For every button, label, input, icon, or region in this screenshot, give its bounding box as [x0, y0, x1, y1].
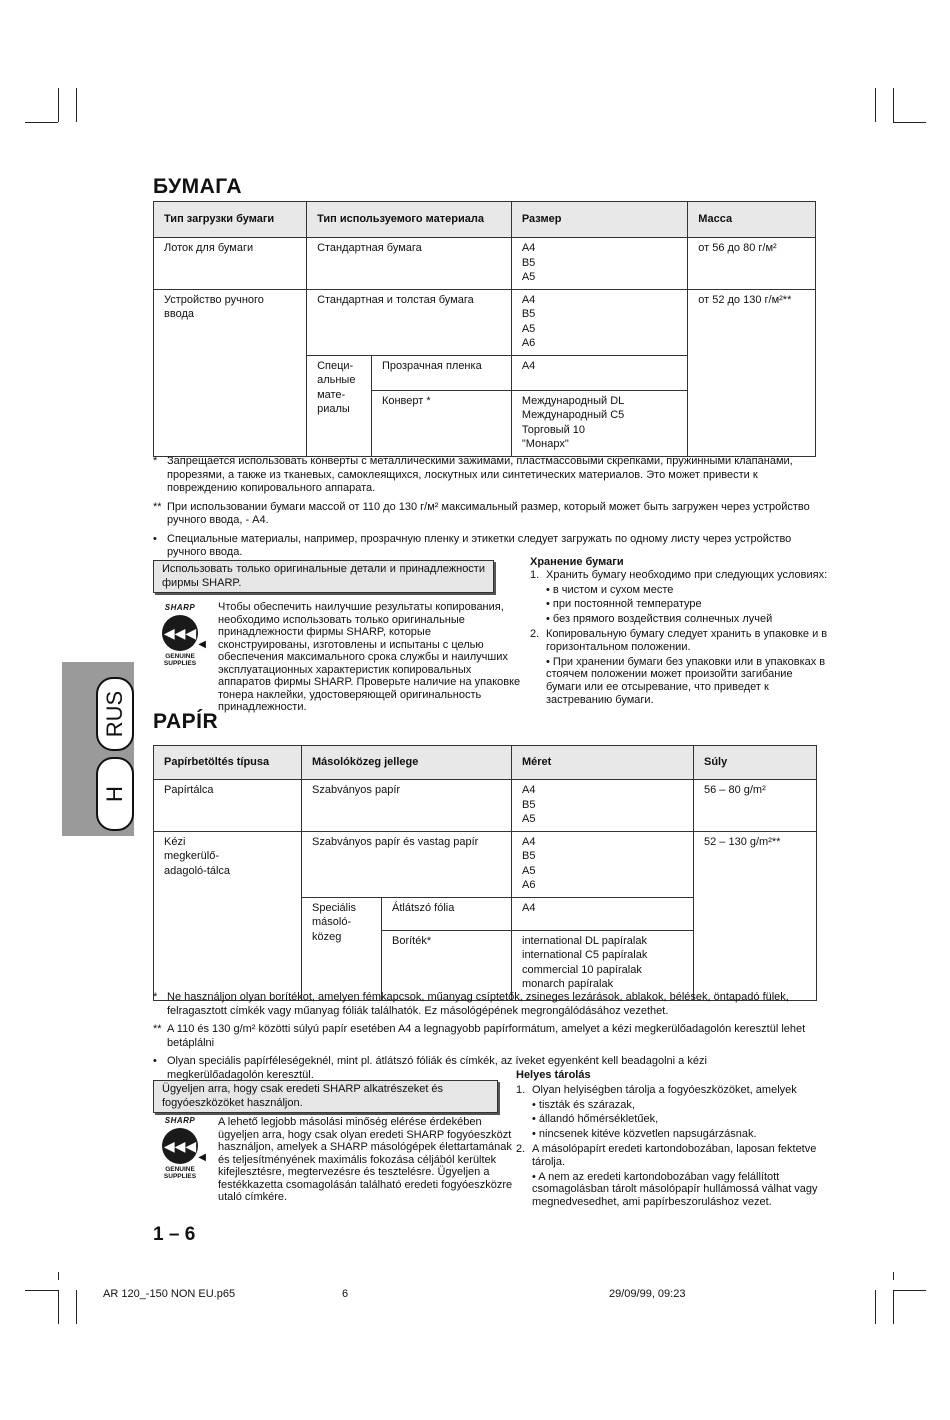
section-title-ru: БУМАГА — [153, 175, 243, 198]
storage-ru: Хранение бумаги 1. Хранить бумагу необходимо при следующих условиях: • в чистом и сухом месте • при постоянной температуре • без прямого воздействия солнечных лучей 2. Копировальную бумагу следует хранить в упаковке и в горизонтальном положении. • При хранении бумаги без упаковки или в упаковках в стоячем положении может произойти загибание бумаги или ее отсыревание, что приведет к застреванию бумаги. — [530, 556, 828, 706]
footer-date: 29/09/99, 09:23 — [609, 1288, 686, 1300]
crop-mark — [58, 88, 59, 122]
table-cell: Szabványos papír — [302, 780, 512, 832]
col-header: Тип используемого материала — [307, 202, 512, 238]
table-cell: от 56 до 80 г/м² — [688, 238, 816, 290]
table-cell: Стандартная и толстая бумага — [307, 289, 512, 355]
crop-mark — [25, 122, 58, 123]
table-cell: Papírtálca — [154, 780, 302, 832]
table-cell: Speciális másoló- közeg — [302, 897, 382, 1000]
section-title-hu: PAPÍR — [153, 710, 219, 733]
footer-filename: AR 120_-150 NON EU.p65 — [103, 1288, 236, 1300]
crop-mark — [893, 122, 926, 123]
storage-hu: Helyes tárolás 1. Olyan helyiségben tárolja a fogyóeszközöket, amelyek • tiszták és szárazak, • állandó hőmérsékletűek, • nincsenek kitéve közvetlen napsugárzásnak. 2. A másolópapírt eredeti kartondobozában, laposan fektetve tárolja. • A nem az eredeti kartondobozában vagy felállított csomagolásban tárolt másolópapír hullámossá válhat vagy megnedvesedhet, ami papírbeszoruláshoz vezet. — [516, 1069, 818, 1209]
table-cell: A4 B5 A5 A6 — [511, 289, 687, 355]
crop-mark — [893, 1290, 894, 1324]
crop-mark — [875, 88, 876, 122]
crop-mark — [875, 1290, 876, 1324]
crop-mark — [25, 1290, 58, 1291]
col-header: Súly — [694, 746, 817, 780]
supplies-text-ru: Чтобы обеспечить наилучшие результаты копирования, необходимо использовать только оригинальные принадлежности фирмы SHARP, которые сконструированы, изготовлены и испытаны с целью обеспечения максимального срока службы и наилучших эксплуатационных характеристик копировальных аппаратов фирмы SHARP. Проверьте наличие на упаковке тонера наклейки, удостоверяющей оригинальность принадлежности. — [218, 601, 521, 713]
col-header: Méret — [512, 746, 694, 780]
table-cell: 56 – 80 g/m² — [694, 780, 817, 832]
supplies-text-hu: A lehető legjobb másolási minőség elérése érdekében ügyeljen arra, hogy csak olyan eredeti SHARP fogyóeszközt használjon, amelyek a SHARP másológépek élettartamának és teljesítményének maximális fokozása céljából kerültek kifejlesztésre, megtervezésre és tesztelésre. Ügyeljen a festékkazetta csomagolásán található eredeti fogyóeszközre utaló címkére. — [218, 1116, 513, 1203]
col-header: Papírbetöltés típusa — [154, 746, 302, 780]
page-number: 1 – 6 — [153, 1224, 196, 1245]
paper-table-ru — [153, 201, 816, 457]
notes-ru: * Запрещается использовать конверты с металлическими зажимами, пластмассовыми скрепками, пружинными клапанами, прорезями, а также из тканевых, самоклеящихся, лоскутных или синтетических материалов. Это может привести к повреждению копировального аппарата. ** При использовании бумаги массой от 110 до 130 г/м² максимальный размер, который может быть загружен через устройство ручного ввода, - A4. • Специальные материалы, например, прозрачную пленку и этикетки следует загружать по одному листу через устройство ручного ввода. — [153, 455, 810, 558]
crop-mark — [76, 88, 77, 122]
table-cell: Szabványos papír és vastag papír — [302, 831, 512, 897]
notes-hu: * Ne használjon olyan borítékot, amelyen fémkapcsok, műanyag csíptetők, zsineges lezárások, ablakok, bélések, öntapadó fülek, felragasztott címkék vagy műanyag fóliák találhatók. Ez másológépének megrongálódásához vezethet. ** A 110 és 130 g/m² közötti súlyú papír esetében A4 a legnagyobb papírformátum, amelyet a kézi megkerülőadagolón keresztül lehet betáplálni • Olyan speciális papírféleségeknél, mint pl. átlátszó fóliák és címkék, az íveket egyenként kell beadagolni a kézi megkerülőadagolón keresztül. — [153, 991, 806, 1081]
crop-mark — [893, 1290, 926, 1291]
col-header: Másolóközeg jellege — [302, 746, 512, 780]
table-cell: Стандартная бумага — [307, 238, 512, 290]
sharp-genuine-supplies-logo: SHARP ◀◀◀ ◀ GENUINE SUPPLIES — [163, 603, 206, 667]
table-cell: A4 B5 A5 — [511, 238, 687, 290]
table-cell: A4 B5 A5 A6 — [512, 831, 694, 897]
table-cell: 52 – 130 g/m²** — [694, 831, 817, 1000]
col-header: Размер — [511, 202, 687, 238]
table-cell: Лоток для бумаги — [154, 238, 307, 290]
language-tab-rus: RUS — [96, 677, 134, 751]
crop-mark — [893, 1272, 894, 1280]
table-cell: A4 — [512, 897, 694, 930]
col-header: Масса — [688, 202, 816, 238]
table-cell: Átlátszó fólia — [382, 897, 512, 930]
table-cell: international DL papíralak international C5 papíralak commercial 10 papíralak monarch papíralak — [512, 930, 694, 1000]
crop-mark — [58, 1290, 59, 1324]
crop-mark — [893, 88, 894, 122]
table-cell: Kézi megkerülő- adagoló-tálca — [154, 831, 302, 1000]
table-cell: Boríték* — [382, 930, 512, 1000]
table-cell: Устройство ручного ввода — [154, 289, 307, 456]
sharp-genuine-supplies-logo: SHARP ◀◀◀ ◀ GENUINE SUPPLIES — [163, 1116, 206, 1180]
paper-table-hu — [153, 745, 817, 1001]
table-cell: A4 B5 A5 — [512, 780, 694, 832]
crop-mark — [76, 1290, 77, 1324]
footer-page: 6 — [342, 1288, 349, 1300]
notice-box-ru: Использовать только оригинальные детали и принадлежности фирмы SHARP. — [153, 560, 494, 593]
table-cell: Конверт * — [371, 390, 511, 456]
table-cell: Прозрачная пленка — [371, 355, 511, 390]
language-tab-h: H — [96, 757, 134, 831]
notice-box-hu: Ügyeljen arra, hogy csak eredeti SHARP alkatrészeket és fogyóeszközöket használjon. — [153, 1080, 498, 1113]
table-cell: от 52 до 130 г/м²** — [688, 289, 816, 456]
table-cell: Специ- альные мате- риалы — [307, 355, 372, 456]
table-cell: Международный DL Международный C5 Торговый 10 "Монарх" — [511, 390, 687, 456]
table-cell: A4 — [511, 355, 687, 390]
crop-mark — [58, 1272, 59, 1280]
col-header: Тип загрузки бумаги — [154, 202, 307, 238]
